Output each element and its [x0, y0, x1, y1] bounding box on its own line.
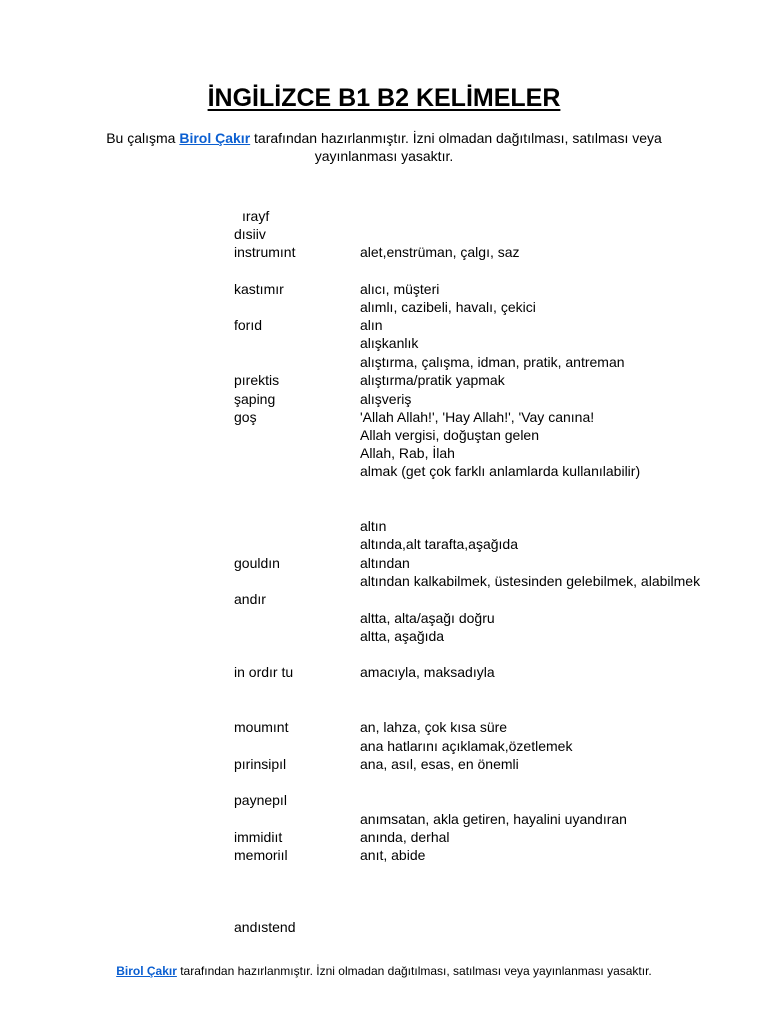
- vocab-meaning: almak (get çok farklı anlamlarda kullanılabilir): [360, 463, 641, 479]
- vocab-meaning: anıt, abide: [360, 847, 426, 863]
- vocab-term: şaping: [234, 391, 276, 407]
- vocab-row: [0, 535, 768, 553]
- vocab-row: [0, 444, 768, 462]
- vocab-term: andır: [234, 591, 266, 607]
- vocab-row: [0, 390, 768, 408]
- vocab-row: [0, 353, 768, 371]
- vocab-row: [0, 609, 768, 627]
- intro-after: tarafından hazırlanmıştır. İzni olmadan dağıtılması, satılması veya yayınlanması yasaktır.: [250, 130, 662, 164]
- vocab-row: [0, 590, 768, 608]
- vocab-term: andıstend: [234, 919, 296, 935]
- footer-author-link[interactable]: Birol Çakır: [116, 964, 177, 978]
- vocab-meaning: altta, aşağıda: [360, 628, 445, 644]
- vocab-row: [0, 426, 768, 444]
- vocab-term: dısiiv: [234, 226, 266, 242]
- vocab-meaning: altından kalkabilmek, üstesinden gelebilmek, alabilmek: [360, 573, 701, 589]
- vocab-meaning: alıştırma, çalışma, idman, pratik, antreman: [360, 354, 625, 370]
- vocab-term: kastımır: [234, 281, 284, 297]
- vocab-meaning: Allah, Rab, İlah: [360, 445, 455, 461]
- vocab-meaning: alıştırma/pratik yapmak: [360, 372, 505, 388]
- vocab-row: [0, 298, 768, 316]
- vocab-row: [0, 334, 768, 352]
- vocab-row: [0, 627, 768, 645]
- vocab-meaning: Allah vergisi, doğuştan gelen: [360, 427, 540, 443]
- vocab-row: [0, 828, 768, 846]
- vocab-row: [0, 207, 768, 225]
- vocab-meaning: alıcı, müşteri: [360, 281, 440, 297]
- vocab-meaning: altta, alta/aşağı doğru: [360, 610, 495, 626]
- vocab-row: [0, 918, 768, 936]
- vocab-term: goş: [234, 409, 257, 425]
- vocab-row: [0, 718, 768, 736]
- vocab-meaning: ana, asıl, esas, en önemli: [360, 756, 519, 772]
- vocab-term: immidiıt: [234, 829, 283, 845]
- vocab-row: [0, 663, 768, 681]
- vocab-meaning: an, lahza, çok kısa süre: [360, 719, 508, 735]
- vocab-term: memoriıl: [234, 847, 288, 863]
- vocab-row: [0, 408, 768, 426]
- vocab-term: gouldın: [234, 555, 280, 571]
- vocab-term: forıd: [234, 317, 263, 333]
- vocab-meaning: ana hatlarını açıklamak,özetlemek: [360, 738, 573, 754]
- vocab-meaning: altında,alt tarafta,aşağıda: [360, 536, 518, 552]
- intro-before: Bu çalışma: [106, 130, 180, 146]
- vocab-meaning: altın: [360, 518, 387, 534]
- vocab-row: [0, 517, 768, 535]
- vocab-row: [0, 755, 768, 773]
- vocab-meaning: alışkanlık: [360, 335, 419, 351]
- vocab-row: [0, 737, 768, 755]
- vocab-term: instrumınt: [234, 244, 296, 260]
- vocab-row: [0, 846, 768, 864]
- vocab-row: [0, 554, 768, 572]
- vocab-term: moumınt: [234, 719, 289, 735]
- vocab-row: [0, 280, 768, 298]
- vocab-meaning: alet,enstrüman, çalgı, saz: [360, 244, 520, 260]
- vocab-row: [0, 462, 768, 480]
- vocab-meaning: alın: [360, 317, 383, 333]
- vocab-row: [0, 225, 768, 243]
- vocab-term: in ordır tu: [234, 664, 294, 680]
- page-footer: [0, 963, 768, 979]
- vocab-meaning: altından: [360, 555, 410, 571]
- vocab-term: ırayf: [242, 208, 270, 224]
- author-link[interactable]: Birol Çakır: [179, 130, 251, 146]
- vocab-row: [0, 371, 768, 389]
- footer-text: tarafından hazırlanmıştır. İzni olmadan dağıtılması, satılması veya yayınlanması yasaktır.: [176, 964, 652, 978]
- vocab-term: pırinsipıl: [234, 756, 287, 772]
- page-title: İNGİLİZCE B1 B2 KELİMELER: [207, 84, 561, 112]
- vocab-meaning: alışveriş: [360, 391, 412, 407]
- vocab-row: [0, 810, 768, 828]
- vocab-row: [0, 572, 768, 590]
- vocab-meaning: alımlı, cazibeli, havalı, çekici: [360, 299, 536, 315]
- vocab-meaning: anımsatan, akla getiren, hayalini uyandıran: [360, 811, 627, 827]
- vocab-row: [0, 243, 768, 261]
- vocab-row: [0, 316, 768, 334]
- vocab-term: paynepıl: [234, 792, 287, 808]
- vocab-term: pırektis: [234, 372, 280, 388]
- vocab-meaning: amacıyla, maksadıyla: [360, 664, 495, 680]
- vocab-meaning: 'Allah Allah!', 'Hay Allah!', 'Vay canına!: [360, 409, 595, 425]
- vocab-row: [0, 791, 768, 809]
- vocab-meaning: anında, derhal: [360, 829, 450, 845]
